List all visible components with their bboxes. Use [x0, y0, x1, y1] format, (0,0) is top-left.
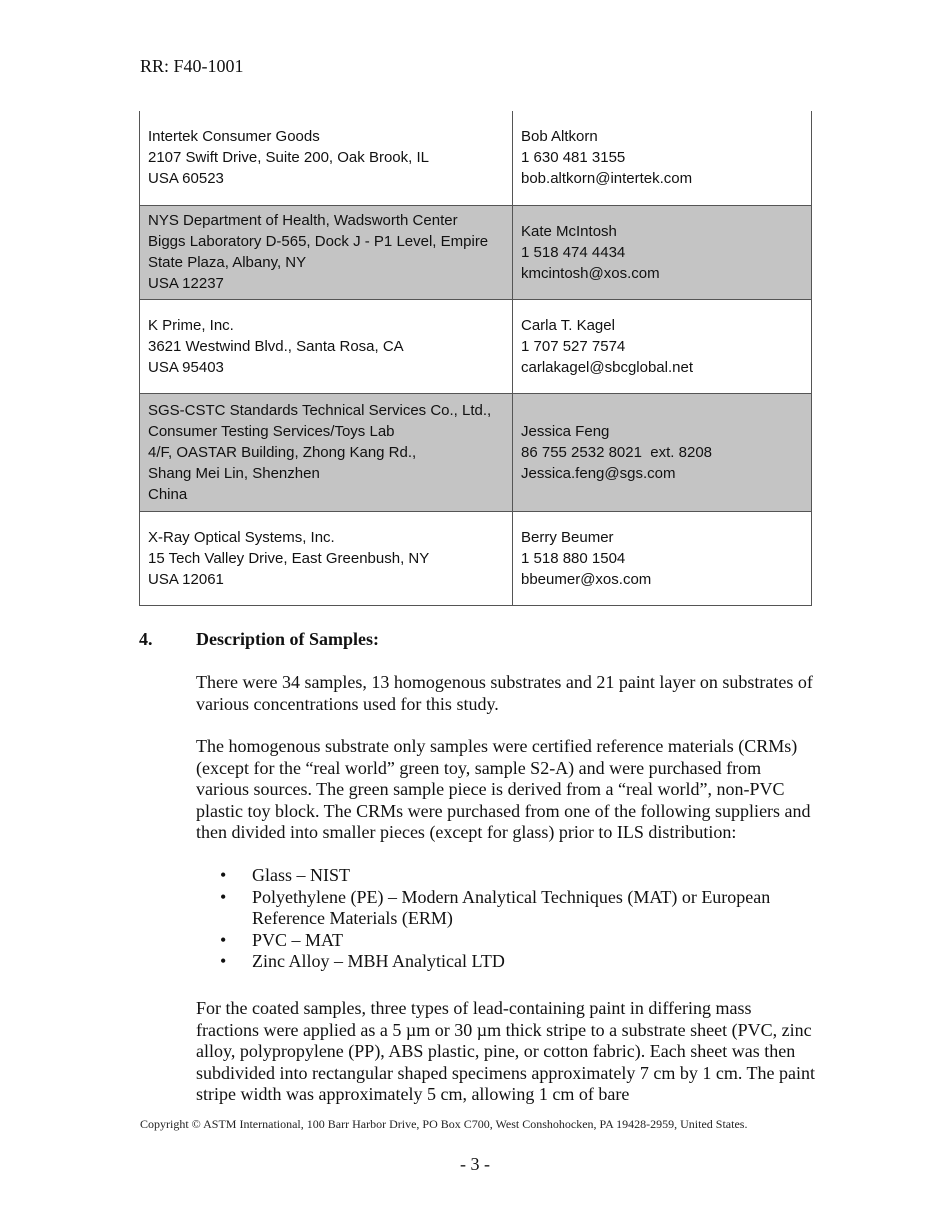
- address-line: SGS-CSTC Standards Technical Services Co., Ltd.,: [148, 401, 492, 419]
- contact-email: kmcintosh@xos.com: [521, 264, 660, 282]
- contact-name: Berry Beumer: [521, 528, 614, 546]
- section-title: Description of Samples:: [196, 629, 379, 649]
- table-row: [140, 511, 812, 605]
- bullet-icon: •: [220, 865, 227, 885]
- paragraph-coated-samples: For the coated samples, three types of lead-containing paint in differing mass fractions were applied as a 5 µm or 30 µm thick stripe to a substrate sheet (PVC, zinc alloy, polypropylene (PP), ABS plastic, pine, or cotton fabric). Each sheet was then subdivided into rectangular shaped specimens approximately 7 cm by 1 cm. The paint stripe width was approximately 5 cm, allowing 1 cm of bare: [196, 998, 816, 1104]
- lab-address-cell: [140, 111, 513, 205]
- address-line: USA 12237: [148, 275, 224, 292]
- lab-address-cell: [140, 511, 513, 605]
- contact-email: carlakagel@sbcglobal.net: [521, 358, 693, 376]
- section-number: 4.: [139, 629, 153, 649]
- table-row: [140, 111, 812, 205]
- contact-email: Jessica.feng@sgs.com: [521, 464, 676, 482]
- bullet-icon: •: [220, 886, 227, 907]
- contact-name: Carla T. Kagel: [521, 316, 615, 334]
- address-line: USA 95403: [148, 358, 224, 376]
- table-row: [140, 299, 812, 393]
- contact-phone: 1 518 474 4434: [521, 243, 626, 261]
- bullet-icon: •: [220, 929, 227, 950]
- address-line: X-Ray Optical Systems, Inc.: [148, 528, 335, 546]
- lab-contact-cell: [513, 205, 812, 299]
- list-item: [220, 865, 810, 887]
- address-line: Consumer Testing Services/Toys Lab: [148, 422, 395, 440]
- supplier-list: [220, 865, 810, 973]
- address-line: 4/F, OASTAR Building, Zhong Kang Rd.,: [148, 443, 417, 461]
- paragraph-sample-count: There were 34 samples, 13 homogenous substrates and 21 paint layer on substrates of various concentrations used for this study.: [196, 672, 813, 714]
- list-item-text: Zinc Alloy – MBH Analytical LTD: [252, 951, 505, 971]
- paragraph-crm-sources: The homogenous substrate only samples were certified reference materials (CRMs) (except for the “real world” green toy, sample S2-A) and were purchased from various sources. The green sample piece is derived from a “real world”, non-PVC plastic toy block. The CRMs were purchased from one of the following suppliers and then divided into smaller pieces (except for glass) prior to ILS distribution:: [196, 736, 811, 842]
- list-item: [220, 887, 810, 930]
- address-line: K Prime, Inc.: [148, 316, 234, 334]
- contact-name: Kate McIntosh: [521, 222, 617, 240]
- list-item-text: Polyethylene (PE) – Modern Analytical Techniques (MAT) or European Reference Materials (ERM): [252, 886, 771, 928]
- page-number: - 3 -: [460, 1154, 490, 1174]
- contact-email: bob.altkorn@intertek.com: [521, 170, 693, 188]
- address-line: Intertek Consumer Goods: [148, 128, 320, 146]
- table-row: [140, 205, 812, 299]
- lab-address-cell: [140, 393, 513, 511]
- address-line: State Plaza, Albany, NY: [148, 254, 307, 271]
- list-item-text: Glass – NIST: [252, 865, 350, 885]
- lab-address-cell: [140, 299, 513, 393]
- contact-phone: 1 518 880 1504: [521, 549, 626, 567]
- lab-address-cell: [140, 205, 513, 299]
- address-line: 15 Tech Valley Drive, East Greenbush, NY: [148, 549, 430, 567]
- contact-phone: 1 630 481 3155: [521, 149, 626, 167]
- contact-name: Jessica Feng: [521, 422, 610, 440]
- address-line: 2107 Swift Drive, Suite 200, Oak Brook, IL: [148, 149, 429, 167]
- bullet-icon: •: [220, 951, 227, 971]
- lab-contact-cell: [513, 299, 812, 393]
- list-item: [220, 930, 810, 952]
- contact-phone: 1 707 527 7574: [521, 337, 626, 355]
- page-header-reference: RR: F40-1001: [140, 56, 244, 76]
- list-item-text: PVC – MAT: [252, 929, 344, 950]
- address-line: Biggs Laboratory D-565, Dock J - P1 Level, Empire: [148, 233, 489, 250]
- table-row: [140, 393, 812, 511]
- participating-labs-table: [139, 111, 812, 606]
- address-line: NYS Department of Health, Wadsworth Center: [148, 212, 458, 229]
- list-item: [220, 951, 810, 973]
- lab-contact-cell: [513, 111, 812, 205]
- contact-name: Bob Altkorn: [521, 128, 598, 146]
- address-line: USA 12061: [148, 570, 224, 588]
- copyright-footer: Copyright © ASTM International, 100 Barr Harbor Drive, PO Box C700, West Conshohocken, PA 19428-2959, United States.: [140, 1117, 748, 1131]
- address-line: Shang Mei Lin, Shenzhen: [148, 464, 320, 482]
- contact-email: bbeumer@xos.com: [521, 570, 652, 588]
- lab-contact-cell: [513, 511, 812, 605]
- address-line: China: [148, 485, 188, 503]
- address-line: USA 60523: [148, 170, 224, 188]
- address-line: 3621 Westwind Blvd., Santa Rosa, CA: [148, 337, 404, 355]
- contact-phone: 86 755 2532 8021 ext. 8208: [521, 443, 713, 461]
- lab-contact-cell: [513, 393, 812, 511]
